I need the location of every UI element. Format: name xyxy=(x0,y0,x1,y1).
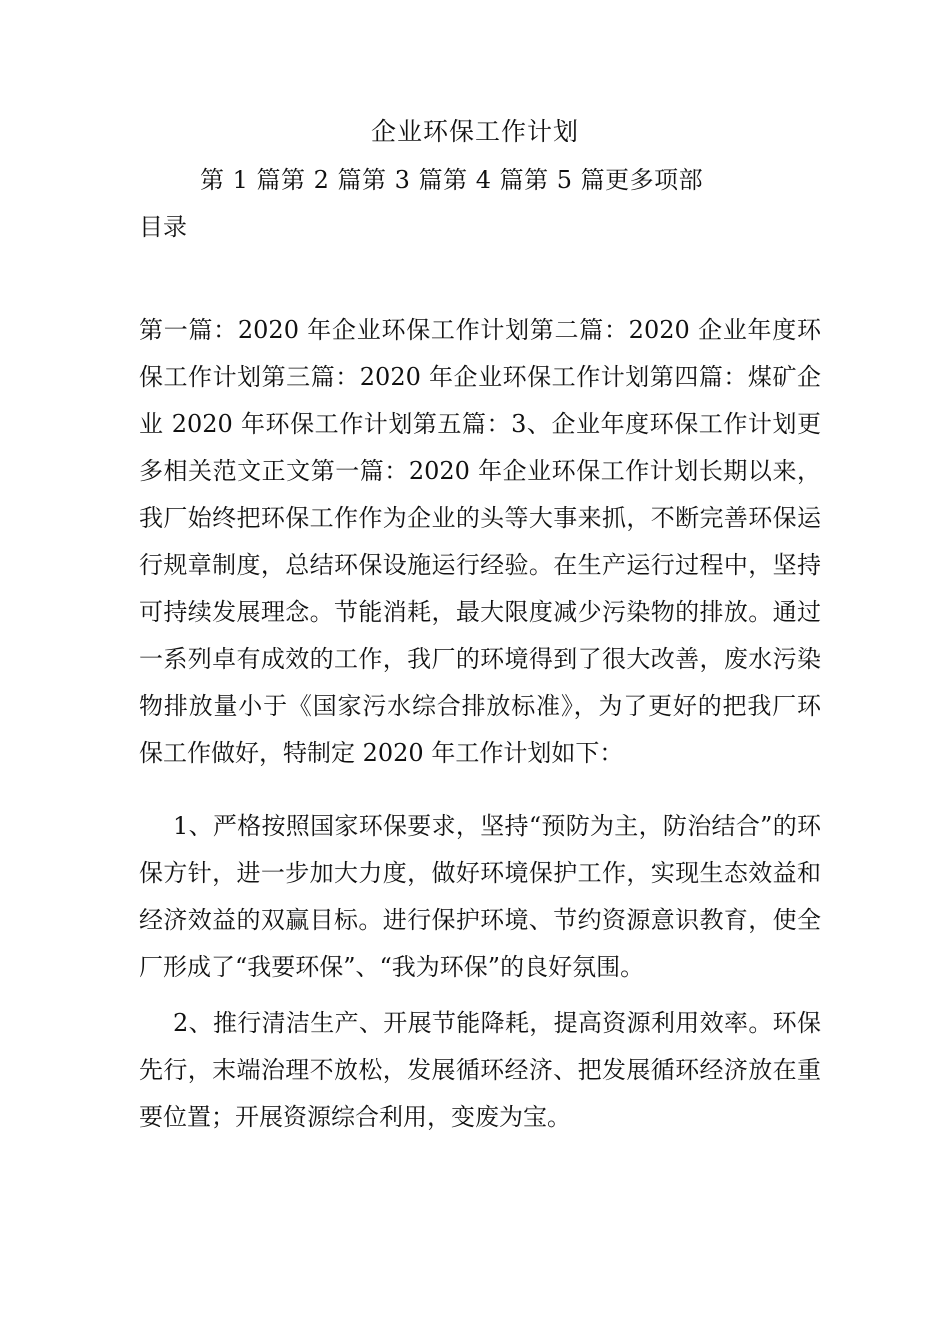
body-paragraph-1: 1、严格按照国家环保要求，坚持“预防为主，防治结合”的环保方针，进一步加大力度，做好环境保护工作，实现生态效益和经济效益的双赢目标。进行保护环境、节约资源意识教育，使全厂形成了“我要环保”、“我为环保”的良好氛围。 xyxy=(139,812,821,981)
document-title: 企业环保工作计划 xyxy=(370,117,579,146)
body-paragraph-2: 2、推行清洁生产、开展节能降耗，提高资源利用效率。环保先行，末端治理不放松，发展循环经济、把发展循环经济放在重要位置；开展资源综合利用，变废为宝。 xyxy=(139,1009,821,1131)
toc-label: 目录 xyxy=(139,213,187,241)
intro-paragraph: 第一篇：2020 年企业环保工作计划第二篇：2020 企业年度环保工作计划第三篇：2020 年企业环保工作计划第四篇：煤矿企业 2020 年环保工作计划第五篇：3、企业年度环保工作计划更多相关范文正文第一篇：2020 年企业环保工作计划长期以来，我厂始终把环保工作作为企业的头等大事来抓，不断完善环保运行规章制度，总结环保设施运行经验。在生产运行过程中，坚持可持续发展理念。节能消耗，最大限度减少污染物的排放。通过一系列卓有成效的工作，我厂的环境得到了很大改善，废水污染物排放量小于《国家污水综合排放标准》，为了更好的把我厂环保工作做好，特制定 2020 年工作计划如下： xyxy=(139,316,821,767)
document-subtitle: 第 1 篇第 2 篇第 3 篇第 4 篇第 5 篇更多项部 xyxy=(200,166,704,194)
